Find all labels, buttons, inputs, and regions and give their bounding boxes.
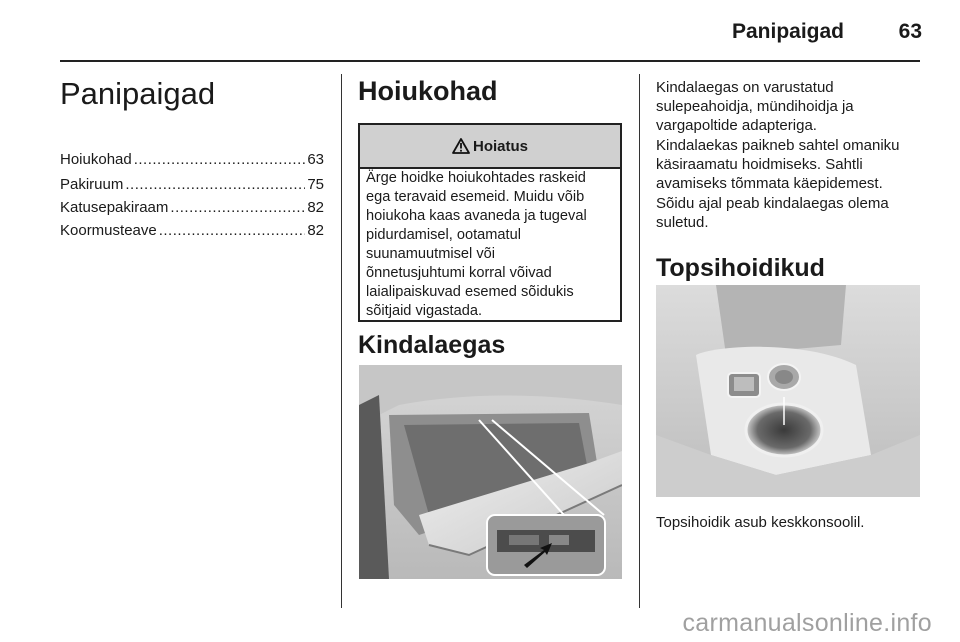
warning-line: sõitjaid vigastada. [366,303,483,319]
warning-line: laialipaiskuvad esemed sõidukis [366,284,574,300]
page-number: 63 [898,20,922,43]
warning-line: õnnetusjuhtumi korral võivad [366,265,552,281]
paragraph-line: suletud. [656,214,709,231]
watermark: carmanualsonline.info [682,609,932,637]
toc-page: 82 [307,199,324,216]
paragraph-line: Sõidu ajal peab kindalaegas olema [656,195,889,212]
paragraph-line: avamiseks tõmmata käepidemest. [656,175,883,192]
header-rule [60,60,920,62]
toc-leader [170,199,305,216]
warning-text [366,169,616,321]
paragraph [656,194,922,232]
cupholder-illustration [656,285,920,497]
warning-triangle-icon [452,138,470,154]
glovebox-illustration [359,365,622,579]
chapter-title: Panipaigad [60,76,216,111]
toc-entry[interactable] [60,176,324,193]
toc-leader [159,222,306,239]
warning-line: ega teravaid esemeid. Muidu võib [366,189,585,205]
warning-line: pidurdamisel, ootamatul [366,227,521,243]
section-title: Hoiukohad [358,76,498,106]
header-title: Panipaigad [731,20,844,43]
warning-line: hoiukoha kaas avaneda ja tugeval [366,208,587,224]
paragraph [656,78,922,135]
toc-label: Pakiruum [60,176,124,193]
warning-line: Ärge hoidke hoiukohtades raskeid [366,170,586,186]
toc-entry[interactable] [60,151,324,168]
paragraph [656,136,922,193]
toc-label: Hoiukohad [60,151,132,168]
paragraph-line: käsiraamatu hoidmiseks. Sahtli [656,156,863,173]
toc-leader [134,151,306,168]
subsection-title: Kindalaegas [358,331,506,359]
column-divider-2 [639,74,640,608]
warning-line: suunamuutmisel või [366,246,495,262]
toc-entry[interactable] [60,222,324,239]
warning-label: Hoiatus [472,137,528,155]
subsection-title: Topsihoidikud [656,254,825,282]
paragraph-line: Kindalaekas paikneb sahtel omaniku [656,137,900,154]
toc-page: 82 [307,222,324,239]
column-divider-1 [341,74,342,608]
toc-label: Koormusteave [60,222,157,239]
toc-label: Katusepakiraam [60,199,169,216]
paragraph-line: Kindalaegas on varustatud [656,79,834,96]
toc-entry[interactable] [60,199,324,216]
image-caption: Topsihoidik asub keskkonsoolil. [656,514,865,531]
warning-header [360,125,620,169]
warning-box [358,123,622,322]
toc-page: 75 [307,176,324,193]
paragraph-line: sulepeahoidja, mündihoidja ja [656,98,854,115]
toc-page: 63 [307,151,324,168]
toc-leader [125,176,305,193]
paragraph-line: vargapoltide adapteriga. [656,117,817,134]
